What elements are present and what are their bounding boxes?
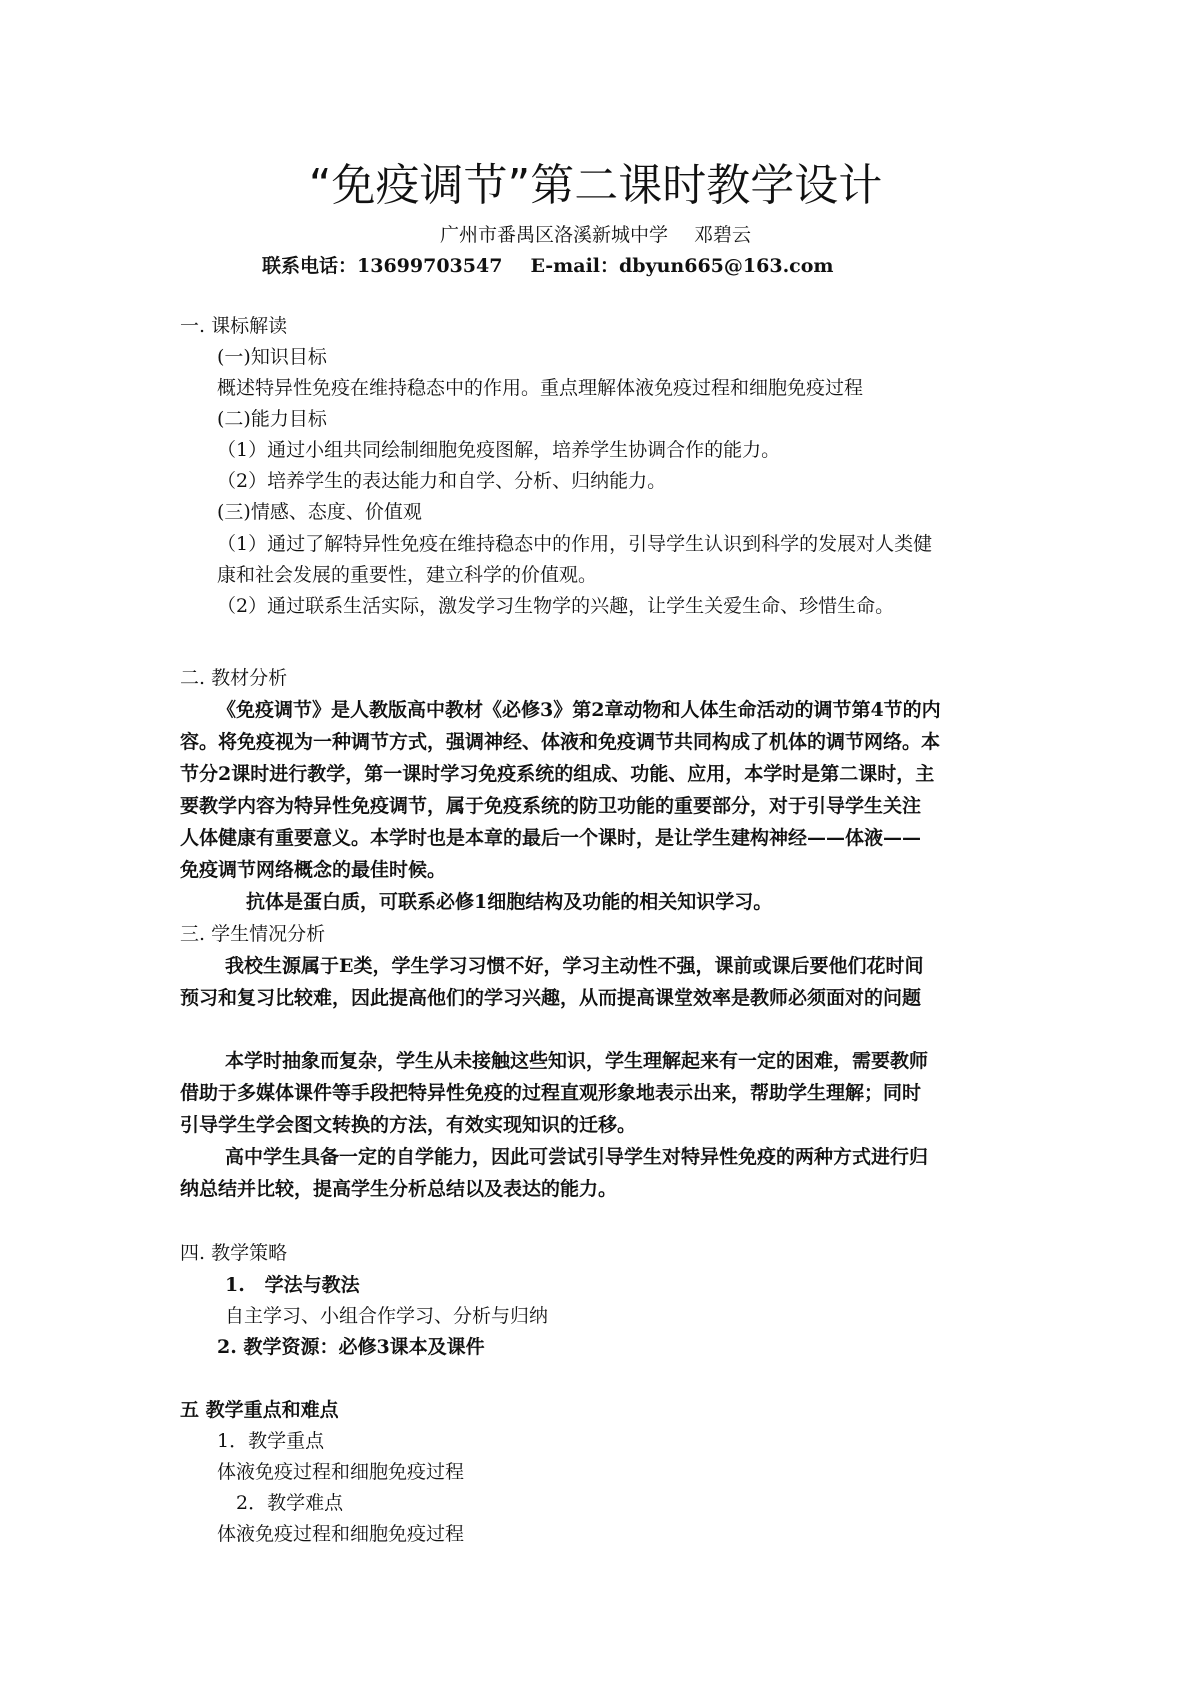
strategy-item-2: 2. 教学资源：必修3课本及课件 [217,1336,485,1358]
list-item-ability-2: （2）培养学生的表达能力和自学、分析、归纳能力。 [217,470,667,492]
paragraph-textbook-line-5: 人体健康有重要意义。本学时也是本章的最后一个课时，是让学生建构神经——体液—— [180,827,922,849]
paragraph-antibody: 抗体是蛋白质，可联系必修1细胞结构及功能的相关知识学习。 [246,891,773,913]
list-item-ability-1: （1）通过小组共同绘制细胞免疫图解，培养学生协调合作的能力。 [217,439,781,461]
paragraph-students-line-2: 预习和复习比较难，因此提高他们的学习兴趣，从而提高课堂效率是教师必须面对的问题 [180,987,922,1009]
subheading-emotion: (三)情感、态度、价值观 [217,501,422,523]
list-item-emotion-2: （2）通过联系生活实际，激发学习生物学的兴趣，让学生关爱生命、珍惜生命。 [217,595,895,617]
paragraph-students-line-1: 我校生源属于E类，学生学习习惯不好，学习主动性不强，课前或课后要他们花时间 [225,955,924,977]
subheading-ability: (二)能力目标 [217,408,327,430]
paragraph-difficulty-line-1: 本学时抽象而复杂，学生从未接触这些知识，学生理解起来有一定的困难，需要教师 [225,1050,929,1072]
strategy-item-1-text: 自主学习、小组合作学习、分析与归纳 [225,1305,549,1327]
paragraph-textbook-line-6: 免疫调节网络概念的最佳时候。 [180,859,447,881]
section-heading-1: 一. 课标解读 [180,315,288,337]
paragraph-textbook-line-3: 节分2课时进行教学，第一课时学习免疫系统的组成、功能、应用，本学时是第二课时，主 [180,763,935,785]
strategy-item-1 [225,1271,360,1299]
key-point-text: 体液免疫过程和细胞免疫过程 [217,1461,465,1483]
school-name: 广州市番禺区洛溪新城中学 [439,224,668,246]
list-item-emotion-1-line-2: 康和社会发展的重要性，建立科学的价值观。 [217,564,598,586]
paragraph-textbook-line-2: 容。将免疫视为一种调节方式，强调神经、体液和免疫调节共同构成了机体的调节网络。本 [180,731,941,753]
contact-email: E-mail：dbyun665@163.com [530,255,834,277]
section-heading-3: 三. 学生情况分析 [180,923,326,945]
paragraph-difficulty-line-3: 引导学生学会图文转换的方法，有效实现知识的迁移。 [180,1114,637,1136]
paragraph-textbook-line-4: 要教学内容为特异性免疫调节，属于免疫系统的防卫功能的重要部分，对于引导学生关注 [180,795,922,817]
key-point-label: 1．教学重点 [217,1430,325,1452]
author-line [0,222,1191,248]
difficult-point-label: 2．教学难点 [236,1492,344,1514]
contact-line [262,253,834,279]
strategy-item-1-label: 1. 学法与教法 [225,1274,360,1296]
paragraph-difficulty-line-2: 借助于多媒体课件等手段把特异性免疫的过程直观形象地表示出来，帮助学生理解；同时 [180,1082,922,1104]
author-name: 邓碧云 [694,224,752,246]
difficult-point-text: 体液免疫过程和细胞免疫过程 [217,1523,465,1545]
paragraph-knowledge: 概述特异性免疫在维持稳态中的作用。重点理解体液免疫过程和细胞免疫过程 [217,377,864,399]
contact-phone: 联系电话：13699703547 [262,255,503,277]
paragraph-selfstudy-line-2: 纳总结并比较，提高学生分析总结以及表达的能力。 [180,1178,618,1200]
paragraph-selfstudy-line-1: 高中学生具备一定的自学能力，因此可尝试引导学生对特异性免疫的两种方式进行归 [225,1146,929,1168]
section-heading-2: 二. 教材分析 [180,667,288,689]
section-heading-5: 五 教学重点和难点 [180,1399,339,1421]
document-title: “免疫调节”第二课时教学设计 [308,160,883,211]
paragraph-textbook-line-1: 《免疫调节》是人教版高中教材《必修3》第2章动物和人体生命活动的调节第4节的内 [217,699,941,721]
subheading-knowledge: (一)知识目标 [217,346,327,368]
section-heading-4: 四. 教学策略 [180,1242,288,1264]
list-item-emotion-1-line-1: （1）通过了解特异性免疫在维持稳态中的作用，引导学生认识到科学的发展对人类健 [217,533,933,555]
